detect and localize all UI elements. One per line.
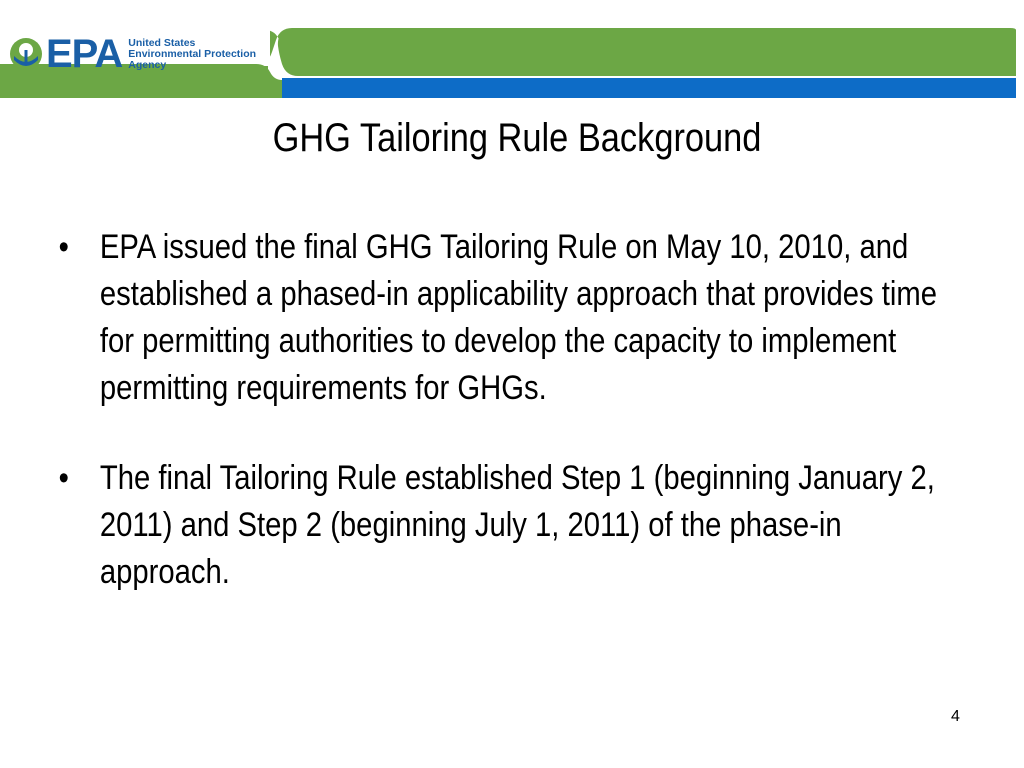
- slide-title: GHG Tailoring Rule Background: [272, 116, 762, 160]
- bullet-text: EPA issued the final GHG Tailoring Rule on May 10, 2010, and established a phased-in applicability approach that provides time for permitting authorities to develop the capacity to implement permitting requirements for GHGs.: [99, 228, 937, 407]
- bullet-item: [50, 455, 979, 596]
- agency-line: United States: [128, 36, 196, 49]
- epa-flower-icon: [8, 36, 44, 72]
- agency-line: Environmental Protection: [128, 47, 257, 60]
- bullet-list: [50, 224, 979, 639]
- bullet-marker: •: [58, 459, 69, 497]
- bullet-item: [50, 224, 979, 412]
- epa-wordmark: EPA: [46, 32, 123, 76]
- agency-name: [128, 38, 256, 71]
- bullet-text: The final Tailoring Rule established Step 1 (beginning January 2, 2011) and Step 2 (beginning July 1, 2011) of the phase-in approach.: [99, 459, 935, 591]
- bullet-marker: •: [58, 228, 69, 266]
- epa-logo: [8, 34, 256, 74]
- slide-header: [0, 0, 1024, 104]
- agency-line: Agency: [128, 58, 167, 71]
- page-number: 4: [951, 708, 960, 725]
